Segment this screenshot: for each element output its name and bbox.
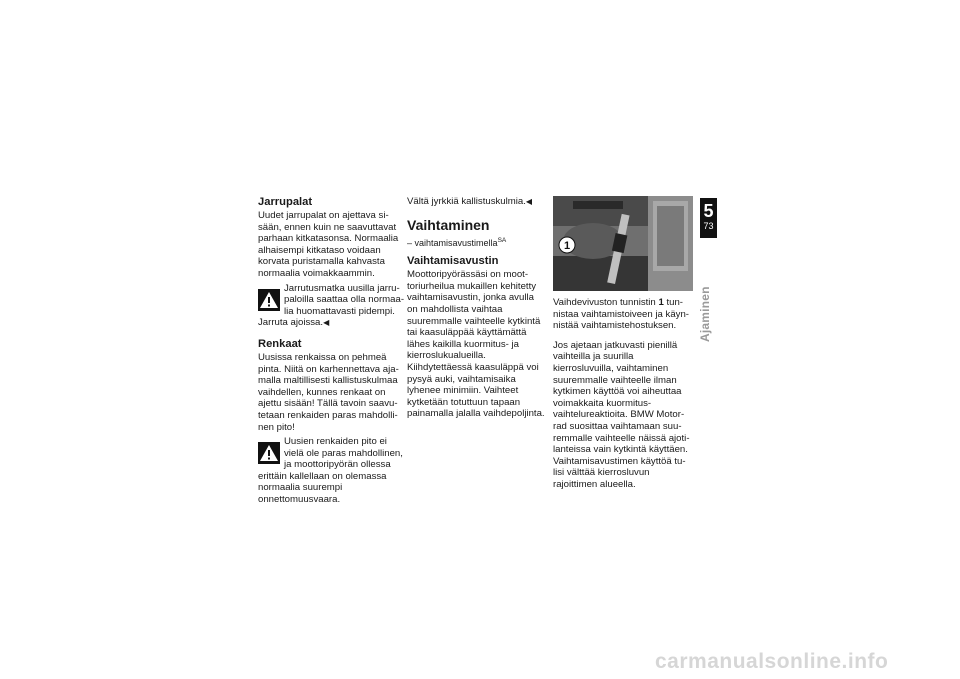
warning-brake-text: Jarrutusmatka uusilla jarrupaloilla saattaa olla normaalia huomattavasti pidempi. Jarruta ajoissa. <box>258 282 404 329</box>
heading-tyres: Renkaat <box>258 337 302 350</box>
heading-brake-pads: Jarrupalat <box>258 196 313 208</box>
end-triangle-icon: ◀ <box>525 197 533 206</box>
equipment-text: vaihtamisavustimella <box>414 237 498 248</box>
equipment-sup: SA <box>497 236 507 244</box>
equipment-dash: – <box>407 237 413 248</box>
paragraph-shift-assistant: Moottoripyörässäsi on moottoriurheilua mukaillen kehitetty vaihtamisavustin, jonka avulla on mahdollista vaihtaa suuremmalle vaihteelle kytkintä tai kaasuläppää käyttämättä lähes kaikilla kuormitus- ja kierroslukualueilla. Kiihdytettäessä kaasuläppä voi pysyä auki, vaihtamisaika lyhenee minimiin. Vaihteet kytketään totuttuun tapaan painamalla jalalla vaihdepoljinta. <box>407 269 545 420</box>
warning-triangle-icon <box>258 289 280 311</box>
column-middle <box>407 196 547 420</box>
intro-text: Vältä jyrkkiä kallistuskulmia. <box>407 196 526 207</box>
paragraph-recommendation: Jos ajetaan jatkuvasti pienillä vaihteilla ja suurilla kierrosluvuilla, vaihtaminen suuremmalle vaihteelle ilman kytkimen käyttöä voi aiheuttaa voimakkaita kuormitusvaihtelureaktioita. BMW Motorrad suosittaa vaihtamaan suuremmalle vaihteelle näissä ajotilanteissa vain kytkintä käyttäen. Vaihtamisavustimen käyttöä tulisi välttää kierrosluvun rajoittimen alueella. <box>553 339 690 490</box>
end-triangle-icon: ◀ <box>323 318 330 328</box>
chapter-number: 5 <box>703 201 714 221</box>
sensor-callout-number: 1 <box>658 297 664 308</box>
paragraph-avoid-lean <box>407 196 547 208</box>
paragraph-brake-pads: Uudet jarrupalat on ajettava sisään, ennen kuin ne saavuttavat parhaan kitkatasonsa. Normaalia alhaisempi kitkataso voidaan korvata puristamalla kahvasta normaalia voimakkaammin. <box>258 210 399 279</box>
chapter-tab <box>700 198 717 238</box>
page-number: 73 <box>703 221 714 231</box>
photo-callout-1: 1 <box>563 240 571 252</box>
paragraph-sensor <box>553 297 693 332</box>
paragraph-tyres: Uusissa renkaissa on pehmeä pinta. Niitä on karhennettava ajamalla maltillisesti kallistuskulmaa vaihdellen, kunnes renkaat on ajettu sisään! Tällä tavoin saavutetaan renkaiden paras mahdollinen pito! <box>258 351 399 433</box>
warning-tyre-grip <box>258 436 404 506</box>
chapter-heading-shifting: Vaihtaminen <box>407 216 490 233</box>
warning-brake-distance <box>258 283 404 329</box>
column-right <box>553 196 693 491</box>
warning-triangle-icon <box>258 442 280 464</box>
shift-sensor-photo <box>553 196 693 291</box>
equipment-line <box>407 235 547 250</box>
chapter-title-vertical: Ajaminen <box>698 286 712 342</box>
sensor-text-after: tunnistaa vaihtamistoiveen ja käynnistää vaihtamistehostuksen. <box>553 297 689 332</box>
sensor-text-before: Vaihdevivuston tunnistin <box>553 297 656 308</box>
watermark: carmanualsonline.info <box>655 650 889 673</box>
heading-shift-assistant: Vaihtamisavustin <box>407 255 499 268</box>
column-left <box>258 196 404 506</box>
warning-tyre-text: Uusien renkaiden pito ei vielä ole paras mahdollinen, ja moottoripyörän ollessa erittäin kallellaan on olemassa normaalia suurempi onnettomuusvaara. <box>258 436 403 506</box>
